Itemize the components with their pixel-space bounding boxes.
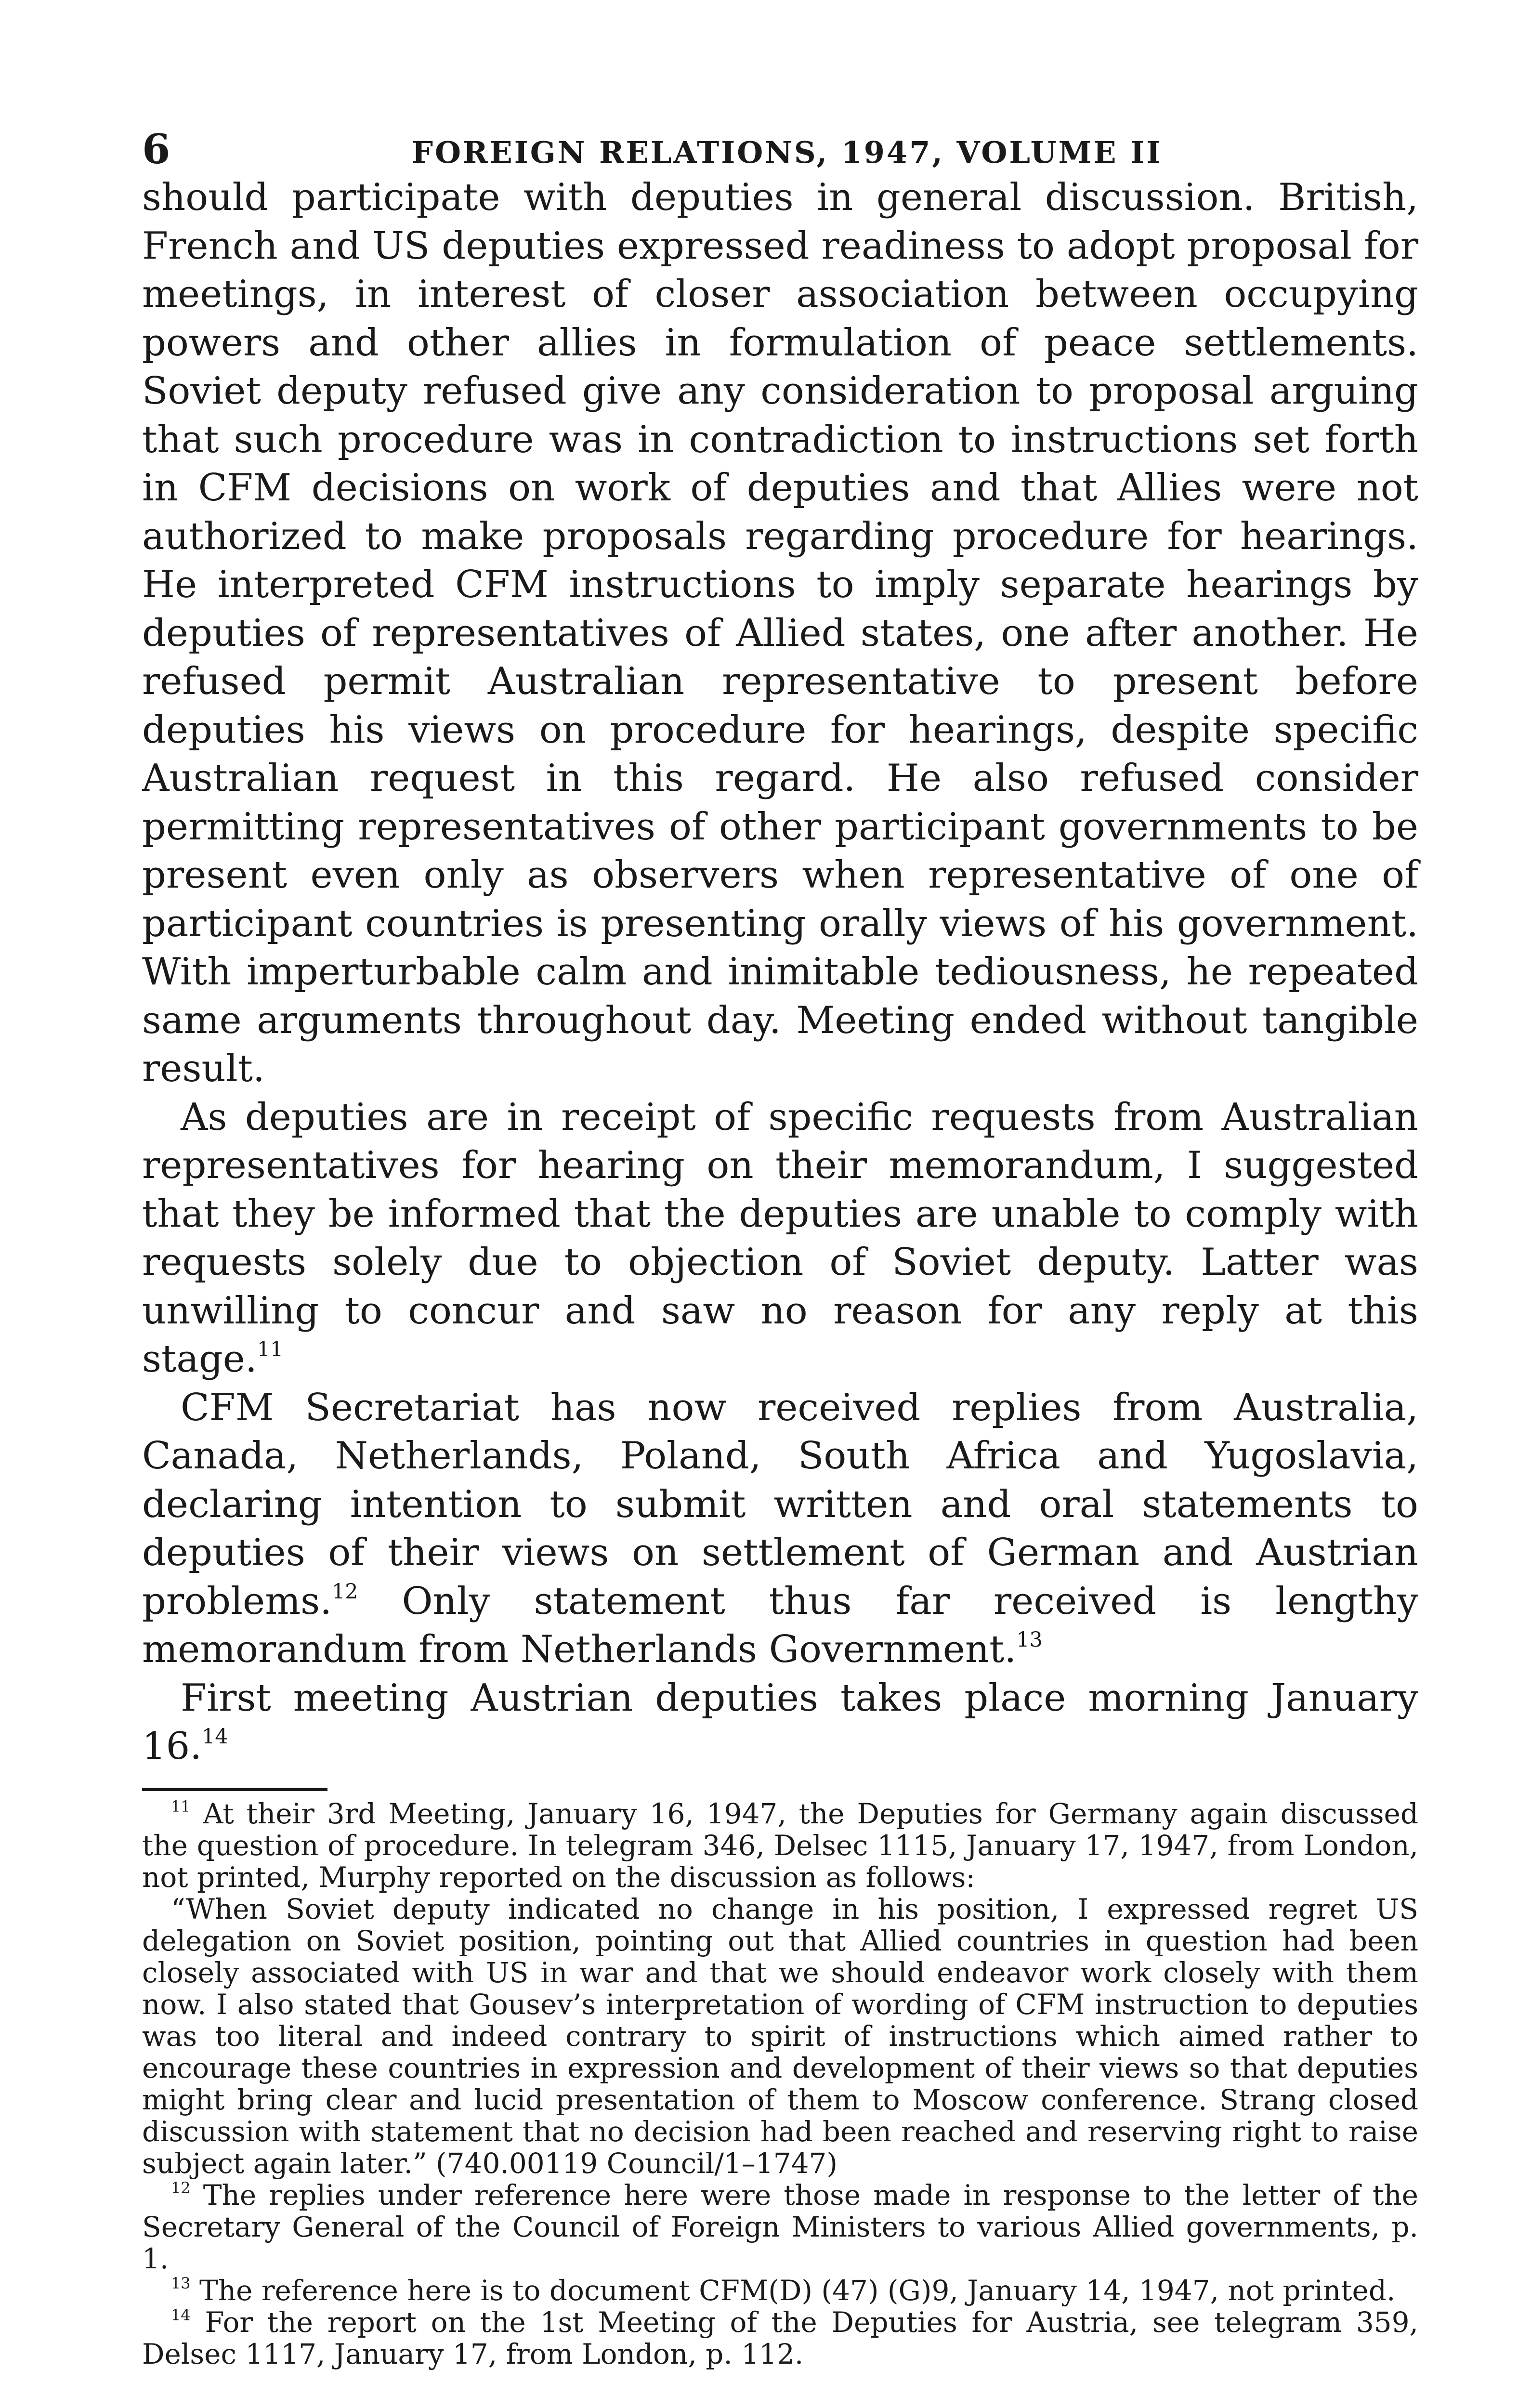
- footnote-11-text: At their 3rd Meeting, January 16, 1947, the Deputies for Germany again discussed the question of procedure. In telegram 346, Delsec 1115, January 17, 1947, from London, not printed, Murphy reported on the discussion as follows:: [142, 1797, 1418, 1894]
- footnote-ref-14: 14: [202, 1724, 228, 1749]
- paragraph-2: [142, 1093, 1418, 1384]
- footnote-11: [142, 1798, 1418, 1893]
- footnote-14-text: For the report on the 1st Meeting of the Deputies for Austria, see telegram 359, Delsec 1117, January 17, from London, p. 112.: [142, 2305, 1418, 2370]
- footnote-ref-11: 11: [257, 1337, 284, 1361]
- footnote-14: [142, 2306, 1418, 2370]
- body-text: [142, 173, 1418, 1771]
- footnote-12: [142, 2179, 1418, 2275]
- document-page: [142, 116, 1418, 2370]
- paragraph-3-text: CFM Secretariat has now received replies from Australia, Canada, Netherlands, Poland, South Africa and Yugoslavia, declaring intention to submit written and oral statements to deputies of their views on settlement of German and Austrian problems.: [142, 1386, 1418, 1623]
- footnote-13-text: The reference here is to document CFM(D) (47) (G)9, January 14, 1947, not printed.: [199, 2274, 1396, 2307]
- footnotes: [142, 1798, 1418, 2370]
- footnote-14-mark: 14: [171, 2305, 191, 2324]
- paragraph-1: [142, 173, 1418, 1093]
- footnote-13-mark: 13: [171, 2274, 191, 2292]
- paragraph-1-text: should participate with deputies in general discussion. British, French and US deputies expressed readiness to adopt proposal for meetings, in interest of closer association between occupying powers and other allies in formulation of peace settlements. Soviet deputy refused give any consideration to proposal arguing that such procedure was in contradiction to instructions set forth in CFM decisions on work of deputies and that Allies were not authorized to make proposals regarding procedure for hearings. He interpreted CFM instructions to imply separate hearings by deputies of representatives of Allied states, one after another. He refused permit Australian representative to present before deputies his views on procedure for hearings, despite specific Australian request in this regard. He also refused consider permitting representatives of other participant governments to be present even only as observers when representative of one of participant countries is presenting orally views of his government. With imperturbable calm and inimitable tediousness, he repeated same arguments throughout day. Meeting ended without tangible result.: [142, 176, 1418, 1090]
- footnote-ref-13: 13: [1016, 1627, 1043, 1652]
- footnote-13: [142, 2275, 1418, 2306]
- footnote-11-quote: [142, 1893, 1418, 2179]
- footnote-divider: [142, 1788, 327, 1791]
- footnote-12-text: The replies under reference here were those made in response to the letter of the Secretary General of the Council of Foreign Ministers to various Allied governments, p. 1.: [142, 2178, 1419, 2275]
- paragraph-4-text: First meeting Austrian deputies takes place morning January 16.: [142, 1676, 1418, 1768]
- paragraph-3-continuation: Only statement thus far received is lengthy memorandum from Netherlands Government.: [142, 1579, 1418, 1671]
- paragraph-2-text: As deputies are in receipt of specific requests from Australian representatives for hearing on their memorandum, I suggested that they be informed that the deputies are unable to comply with requests solely due to objection of Soviet deputy. Latter was unwilling to concur and saw no reason for any reply at this stage.: [142, 1095, 1418, 1381]
- paragraph-3: [142, 1384, 1418, 1674]
- page-number: 6: [142, 125, 170, 173]
- footnote-11-quote-text: “When Soviet deputy indicated no change in his position, I expressed regret US delegation on Soviet position, pointing out that Allied countries in question had been closely associated with US in war and that we should endeavor work closely with them now. I also stated that Gousev’s interpretation of wording of CFM instruction to deputies was too literal and indeed contrary to spirit of instructions which aimed rather to encourage these countries in expression and development of their views so that deputies might bring clear and lucid presentation of them to Moscow conference. Strang closed discussion with statement that no decision had been reached and reserving right to raise subject again later.” (740.00119 Council/1–1747): [142, 1892, 1418, 2180]
- footnote-12-mark: 12: [171, 2178, 191, 2197]
- footnote-11-mark: 11: [171, 1797, 191, 1816]
- running-head: [142, 116, 1418, 173]
- paragraph-4: [142, 1674, 1418, 1771]
- running-title: FOREIGN RELATIONS, 1947, VOLUME II: [412, 135, 1163, 170]
- footnote-ref-12: 12: [332, 1579, 358, 1604]
